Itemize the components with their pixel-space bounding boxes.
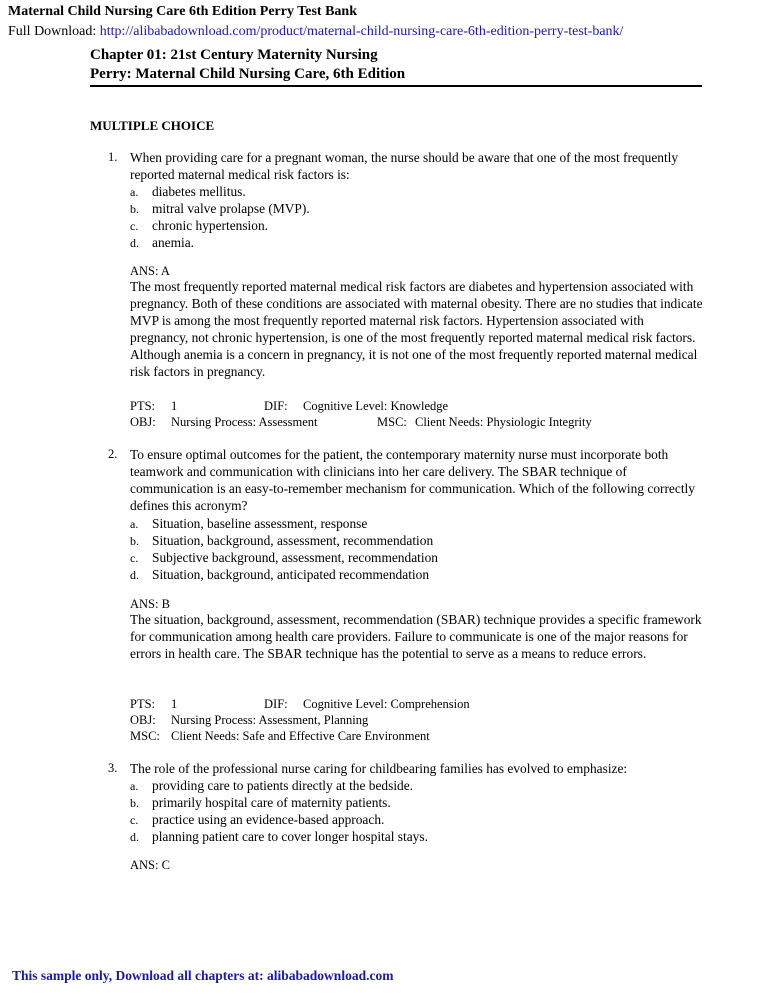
choice-a [130, 515, 367, 533]
choice-text: mitral valve prolapse (MVP). [152, 201, 310, 216]
choice-d [130, 234, 194, 252]
pts-label: PTS: [130, 697, 156, 711]
rationale: The most frequently reported maternal medical risk factors are diabetes and hypertension associated with pregnancy. Both of these conditions are associated with maternal obesity. There are no studies that indicate MVP is among the most frequently reported maternal risk factors. Hypertension associated with pregnancy, not chronic hypertension, is one of the most frequently reported maternal medical risk factors. Although anemia is a concern in pregnancy, it is not one of the most frequently reported maternal medical risk factors in pregnancy. [130, 279, 703, 379]
choice-letter: b. [130, 534, 139, 548]
banner-title: Maternal Child Nursing Care 6th Edition Perry Test Bank [8, 4, 357, 19]
msc-value: Client Needs: Physiologic Integrity [415, 415, 592, 429]
question-number: 1. [108, 150, 118, 164]
choice-text: diabetes mellitus. [152, 184, 246, 199]
msc-label: MSC: [377, 415, 407, 429]
choice-text: Situation, baseline assessment, response [152, 516, 368, 531]
chapter-heading [90, 46, 702, 84]
choice-letter: a. [130, 185, 139, 199]
obj-value: Nursing Process: Assessment, Planning [171, 713, 369, 727]
answer: ANS: B [130, 597, 170, 611]
pts-value: 1 [171, 399, 178, 413]
chapter-title: Chapter 01: 21st Century Maternity Nursing [90, 47, 378, 63]
choice-text: Situation, background, assessment, recommendation [152, 533, 434, 548]
choice-text: anemia. [152, 235, 195, 250]
dif-value: Cognitive Level: Comprehension [303, 697, 470, 711]
choice-c [130, 217, 268, 235]
choice-letter: d. [130, 830, 139, 844]
pts-label: PTS: [130, 399, 156, 413]
choice-c [130, 811, 384, 829]
choice-text: planning patient care to cover longer hospital stays. [152, 829, 428, 844]
heading-rule [90, 85, 702, 87]
choice-a [130, 183, 246, 201]
choice-b [130, 200, 310, 218]
question-number: 3. [108, 761, 118, 775]
choice-b [130, 794, 391, 812]
choice-text: Situation, background, anticipated recommendation [152, 567, 430, 582]
section-heading: MULTIPLE CHOICE [90, 118, 215, 133]
dif-value: Cognitive Level: Knowledge [303, 399, 449, 413]
choice-text: providing care to patients directly at the bedside. [152, 778, 414, 793]
choice-letter: c. [130, 219, 139, 233]
msc-value: Client Needs: Safe and Effective Care Environment [171, 729, 430, 743]
pts-value: 1 [171, 697, 178, 711]
choice-d [130, 566, 429, 584]
choice-c [130, 549, 438, 567]
rationale: The situation, background, assessment, recommendation (SBAR) technique provides a specific framework for communication among health care providers. Failure to communicate is one of the major reasons for errors in health care. The SBAR technique has the potential to serve as a means to reduce errors. [130, 612, 702, 661]
obj-value: Nursing Process: Assessment [171, 415, 318, 429]
choice-a [130, 777, 413, 795]
obj-label: OBJ: [130, 713, 156, 727]
obj-label: OBJ: [130, 415, 156, 429]
choice-letter: d. [130, 568, 139, 582]
choice-text: primarily hospital care of maternity patients. [152, 795, 391, 810]
download-label: Full Download: [8, 24, 100, 39]
choice-text: Subjective background, assessment, recommendation [152, 550, 438, 565]
footer-download-note[interactable]: This sample only, Download all chapters at: alibabadownload.com [12, 968, 394, 983]
question-stem: To ensure optimal outcomes for the patient, the contemporary maternity nurse must incorporate both teamwork and communication with clinicians into her care delivery. The SBAR technique of communication is an easy-to-remember mechanism for communication. Which of the following correctly defines this acronym? [130, 447, 695, 513]
question-stem: When providing care for a pregnant woman, the nurse should be aware that one of the most frequently reported maternal medical risk factors is: [130, 150, 679, 182]
choice-letter: b. [130, 796, 139, 810]
question-number: 2. [108, 447, 118, 461]
choice-letter: b. [130, 202, 139, 216]
download-link[interactable]: http://alibabadownload.com/product/maternal-child-nursing-care-6th-edition-perry-test-bank/ [99, 24, 624, 39]
banner-download [8, 24, 623, 40]
choice-letter: c. [130, 813, 139, 827]
choice-letter: a. [130, 779, 139, 793]
choice-letter: c. [130, 551, 139, 565]
chapter-subtitle: Perry: Maternal Child Nursing Care, 6th Edition [90, 66, 406, 82]
dif-label: DIF: [264, 697, 288, 711]
choice-b [130, 532, 433, 550]
msc-label: MSC: [130, 729, 160, 743]
choice-text: practice using an evidence-based approach. [152, 812, 385, 827]
answer: ANS: C [130, 858, 170, 872]
choice-text: chronic hypertension. [152, 218, 269, 233]
answer: ANS: A [130, 264, 170, 278]
question-stem: The role of the professional nurse caring for childbearing families has evolved to emphasize: [130, 761, 628, 776]
dif-label: DIF: [264, 399, 288, 413]
choice-d [130, 828, 428, 846]
choice-letter: a. [130, 517, 139, 531]
choice-letter: d. [130, 236, 139, 250]
